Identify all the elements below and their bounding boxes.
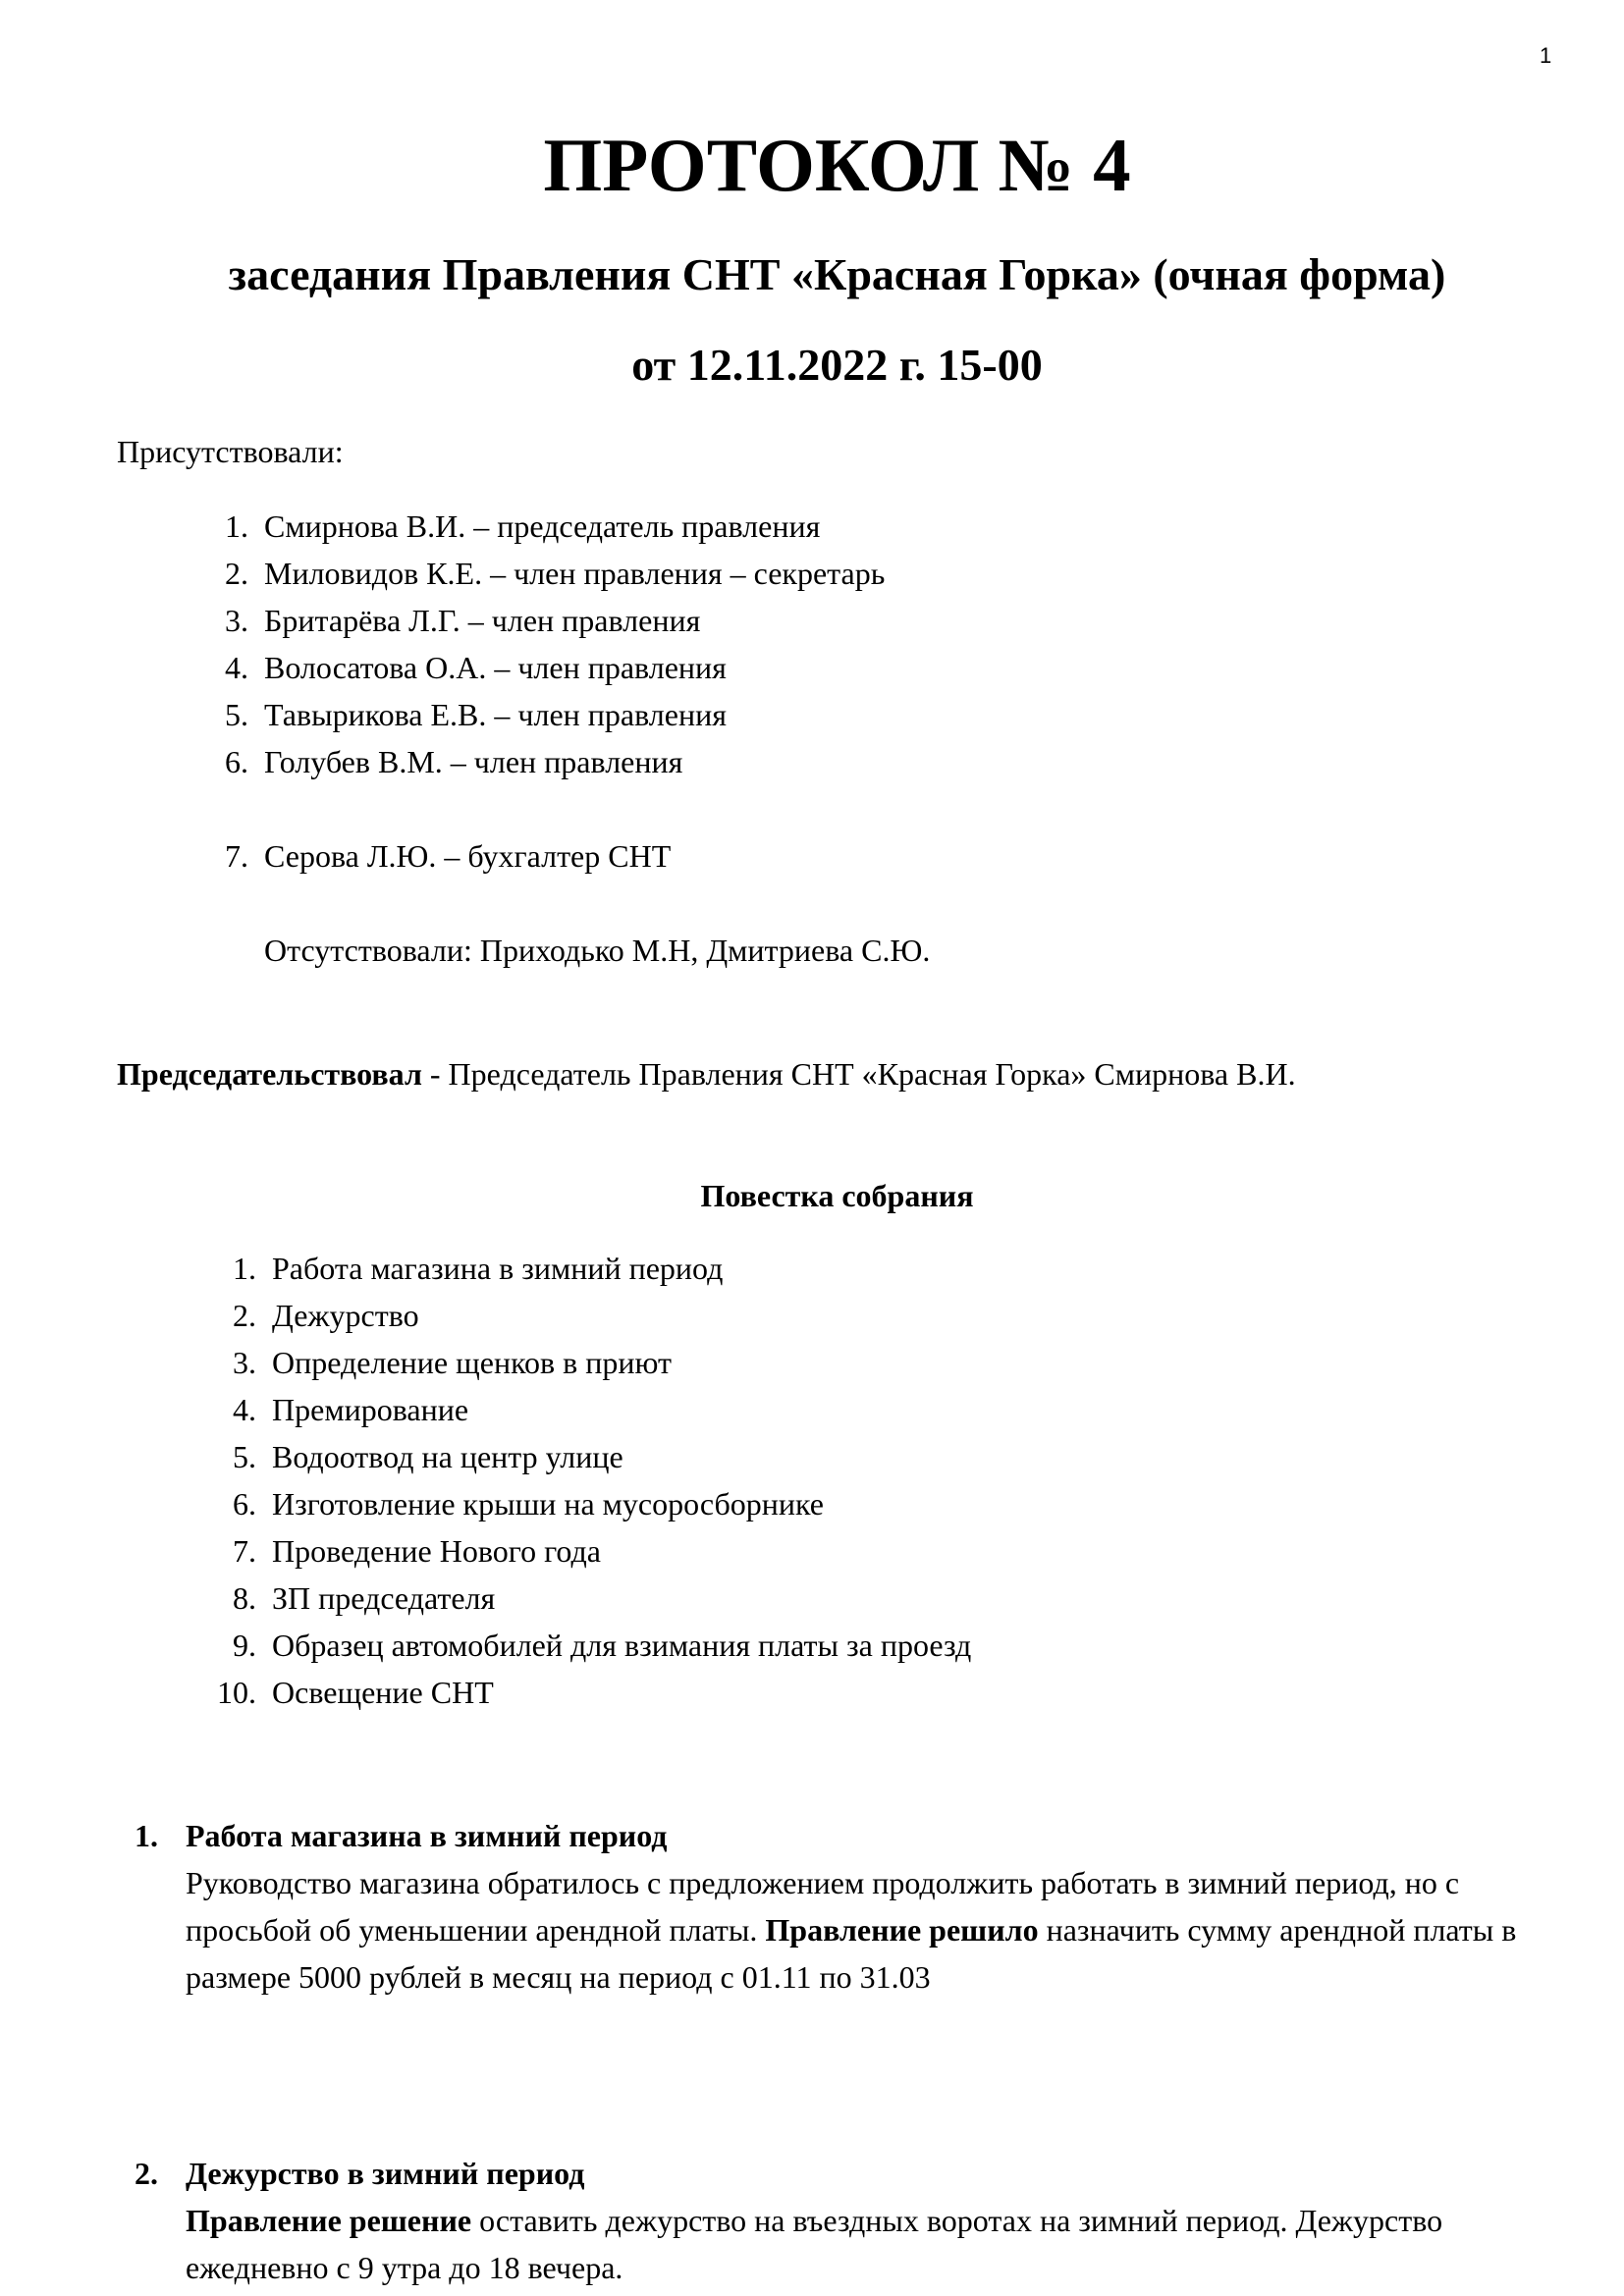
- attendance-label: Присутствовали:: [117, 434, 344, 469]
- section-body: [186, 1859, 1541, 2001]
- agenda-item-text: Работа магазина в зимний период: [272, 1251, 724, 1286]
- decision-label: Правление решение: [186, 2203, 472, 2238]
- list-number: 6.: [233, 1486, 256, 1522]
- agenda-item: [233, 1386, 971, 1433]
- agenda-item: [233, 1575, 971, 1622]
- agenda-item: [233, 1245, 971, 1292]
- list-number: 4.: [225, 650, 248, 685]
- list-number: 1.: [225, 508, 248, 544]
- attendee-item: [225, 738, 885, 785]
- list-number: 8.: [233, 1580, 256, 1616]
- protocol-title: ПРОТОКОЛ № 4: [543, 123, 1131, 207]
- attendee-text: Тавырикова Е.В. – член правления: [264, 697, 727, 732]
- section-duty-winter: [135, 2150, 1541, 2291]
- attendee-text: Серова Л.Ю. – бухгалтер СНТ: [264, 838, 672, 874]
- agenda-item: [217, 1669, 971, 1716]
- list-number: 5.: [233, 1439, 256, 1474]
- attendee-item: [225, 691, 885, 738]
- agenda-item: [233, 1480, 971, 1527]
- absent-label: Отсутствовали:: [264, 933, 472, 968]
- protocol-date: от 12.11.2022 г. 15-00: [631, 340, 1043, 390]
- agenda-item-text: Дежурство: [272, 1298, 419, 1333]
- absent-line: [264, 927, 930, 974]
- attendee-item: [225, 503, 885, 550]
- agenda-item-text: Изготовление крыши на мусоросборнике: [272, 1486, 824, 1522]
- section-body: [186, 2197, 1541, 2291]
- decision-label: Правление решило: [765, 1912, 1039, 1948]
- list-number: 5.: [225, 697, 248, 732]
- attendee-text: Волосатова О.А. – член правления: [264, 650, 727, 685]
- chaired-text: - Председатель Правления СНТ «Красная Горка» Смирнова В.И.: [421, 1056, 1296, 1092]
- agenda-heading: Повестка собрания: [700, 1178, 974, 1213]
- list-number: 3.: [225, 603, 248, 638]
- attendee-text: Бритарёва Л.Г. – член правления: [264, 603, 701, 638]
- section-body-text: Руководство магазина обратилось с предложением продолжить работать в зимний период, но с просьбой об уменьшении арендной платы.: [186, 1865, 1460, 1948]
- agenda-item-text: Премирование: [272, 1392, 469, 1427]
- chaired-line: [117, 1050, 1296, 1097]
- section-number: 2.: [135, 2156, 158, 2191]
- attendee-text: Миловидов К.Е. – член правления – секретарь: [264, 556, 886, 591]
- page-number: 1: [1540, 43, 1552, 68]
- section-body-text: назначить сумму арендной платы в размере 5000 рублей в месяц на период с 01.11 по 31.03: [186, 1912, 1517, 1995]
- list-number: 3.: [233, 1345, 256, 1380]
- agenda-item: [233, 1622, 972, 1669]
- section-heading: Работа магазина в зимний период: [186, 1818, 668, 1853]
- agenda-item: [233, 1433, 971, 1480]
- agenda-item: [233, 1527, 971, 1575]
- absent-names: Приходько М.Н, Дмитриева С.Ю.: [479, 933, 931, 968]
- list-number: 6.: [225, 744, 248, 779]
- list-number: 2.: [233, 1298, 256, 1333]
- attendees-list: [225, 503, 886, 785]
- list-number: 7.: [233, 1533, 256, 1569]
- agenda-item-text: Проведение Нового года: [272, 1533, 601, 1569]
- agenda-item: [233, 1292, 971, 1339]
- agenda-item-text: Освещение СНТ: [272, 1675, 494, 1710]
- section-number: 1.: [135, 1818, 158, 1853]
- attendee-text: Голубев В.М. – член правления: [264, 744, 683, 779]
- list-number: 7.: [225, 838, 248, 874]
- attendee-item: [225, 550, 886, 597]
- section-heading: Дежурство в зимний период: [186, 2156, 585, 2191]
- section-body-text: оставить дежурство на въездных воротах на зимний период. Дежурство ежедневно с 9 утра до 18 вечера.: [186, 2203, 1443, 2285]
- list-number: 9.: [233, 1628, 256, 1663]
- attendee-text: Смирнова В.И. – председатель правления: [264, 508, 821, 544]
- attendee-item: [225, 644, 885, 691]
- agenda-item: [233, 1339, 971, 1386]
- agenda-list: [217, 1245, 972, 1716]
- attendee-accountant: [225, 832, 672, 880]
- attendee-item: [225, 597, 885, 644]
- protocol-subtitle: заседания Правления СНТ «Красная Горка» (очная форма): [228, 249, 1446, 299]
- agenda-item-text: Водоотвод на центр улице: [272, 1439, 623, 1474]
- list-number: 10.: [217, 1675, 256, 1710]
- agenda-item-text: Определение щенков в приют: [272, 1345, 672, 1380]
- list-number: 2.: [225, 556, 248, 591]
- section-shop-winter: [135, 1812, 1541, 2001]
- agenda-item-text: Образец автомобилей для взимания платы за проезд: [272, 1628, 972, 1663]
- agenda-item-text: ЗП председателя: [272, 1580, 496, 1616]
- chaired-label: Председательствовал: [117, 1056, 422, 1092]
- list-number: 1.: [233, 1251, 256, 1286]
- list-number: 4.: [233, 1392, 256, 1427]
